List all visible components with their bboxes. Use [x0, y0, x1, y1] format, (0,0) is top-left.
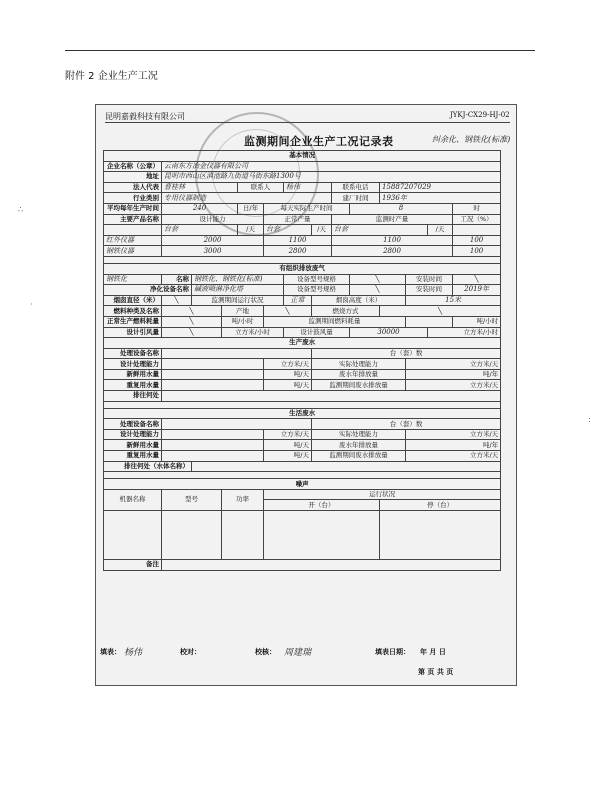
reviewer-label: 校核：	[255, 648, 276, 656]
phone-label: 联系电话	[332, 182, 380, 193]
induced-air-unit: 立方米/小时	[222, 327, 284, 338]
gas-name-label: 名称	[162, 274, 192, 285]
form-title: 监测期间企业生产工况记录表	[244, 135, 394, 148]
product-name[interactable]: 红外仪器	[104, 235, 162, 246]
fuel-label: 燃料种类及名称	[104, 306, 162, 317]
product-row	[104, 246, 501, 257]
annex-title: 附件 2 企业生产工况	[65, 71, 158, 82]
margin-mark: ·	[30, 300, 33, 309]
lw-actual-unit: 立方米/天	[406, 429, 501, 440]
run-status-label: 监测期间运行状况	[192, 295, 284, 306]
pw-monitor-unit: 立方米/天	[406, 380, 501, 391]
normal-output-label: 正常产量	[264, 214, 332, 225]
noise-run-label: 运行状况	[264, 489, 501, 500]
address-label: 地址	[104, 172, 162, 183]
noise-on-label: 开（台）	[264, 500, 380, 511]
legal-rep-label: 法人代表	[104, 182, 162, 193]
fill-date-label: 填表日期：	[375, 648, 410, 656]
fill-date-value: 年 月 日	[420, 648, 446, 656]
per-day-unit: /天	[428, 225, 453, 236]
lw-annual-label: 废水年排放量	[312, 440, 406, 451]
lw-equip-label: 处理设备名称	[104, 419, 162, 430]
monitor-fuel-label: 监测期间燃料耗量	[264, 316, 406, 327]
pw-fresh-label: 新鲜用水量	[104, 369, 162, 380]
page-number: 第 页 共 页	[418, 668, 454, 676]
days-per-year-label: 平均每年生产时间	[104, 203, 162, 214]
pw-reuse-label: 重复用水量	[104, 380, 162, 391]
purify-label: 净化设备名称	[104, 285, 192, 296]
per-day-unit: /天	[312, 225, 332, 236]
contact-label: 联系人	[238, 182, 284, 193]
form-code: JYKJ-CX29-HJ-02	[450, 111, 510, 119]
section-basic: 基本情况	[104, 151, 501, 162]
address-value[interactable]: 昆明市西山区滇池路九街道马街东路1300号	[162, 172, 501, 183]
pw-count-label: 台（套）数	[312, 348, 501, 359]
lw-fresh-unit: 吨/天	[264, 440, 312, 451]
purify-install-value[interactable]: 2019年	[453, 285, 501, 296]
origin-label: 产地	[222, 306, 264, 317]
induced-air-value[interactable]: ╲	[162, 327, 222, 338]
phone-value[interactable]: 15887207029	[380, 182, 501, 193]
fuel-value[interactable]: ╲	[162, 306, 222, 317]
normal-fuel-label: 正常生产燃料耗量	[104, 316, 162, 327]
pw-monitor-label: 监测期间废水排放量	[312, 380, 406, 391]
purify-model-label: 设备型号规格	[284, 285, 350, 296]
pw-design-label: 设计处理能力	[104, 359, 162, 370]
industry-value[interactable]: 专用仪器制造	[162, 193, 332, 204]
margin-mark: ∴	[18, 205, 24, 214]
lw-monitor-unit: 立方米/天	[406, 451, 501, 462]
lw-where-label: 排往何处（水体名称）	[104, 461, 192, 472]
header-divider	[105, 122, 510, 123]
noise-power-label: 功率	[222, 489, 264, 510]
built-time-value[interactable]: 1936年	[380, 193, 501, 204]
burn-value[interactable]: ╲	[380, 306, 501, 317]
top-divider	[65, 50, 535, 51]
run-status-value[interactable]: 正常	[284, 295, 312, 306]
hours-unit: 时	[453, 203, 501, 214]
pw-fresh-unit: 吨/天	[264, 369, 312, 380]
product-load[interactable]: 100	[453, 235, 501, 246]
production-condition-table	[103, 150, 501, 571]
company-name-label: 企业名称（公章）	[104, 161, 162, 172]
product-load[interactable]: 100	[453, 246, 501, 257]
filler-label: 填表：	[100, 648, 121, 656]
lw-design-unit: 立方米/天	[264, 429, 312, 440]
product-design[interactable]: 3000	[162, 246, 264, 257]
days-unit: 日/年	[238, 203, 264, 214]
gas-model-value[interactable]: ╲	[350, 274, 406, 285]
company-header: 昆明嘉毅科技有限公司	[105, 112, 185, 121]
pw-actual-label: 实际处理能力	[312, 359, 406, 370]
gas-name-value[interactable]: 钢铁化、钢铁化(标准)	[192, 274, 284, 285]
design-prefix: 台套	[162, 225, 238, 236]
burn-label: 燃烧方式	[312, 306, 380, 317]
product-name[interactable]: 钢铁仪器	[104, 246, 162, 257]
pw-annual-unit: 吨/年	[406, 369, 501, 380]
pw-design-unit: 立方米/天	[264, 359, 312, 370]
pw-where-label: 排往何处	[104, 391, 162, 402]
checker-label: 校对：	[180, 648, 201, 656]
noise-machine-label: 机器名称	[104, 489, 162, 510]
legal-rep-value[interactable]: 曹桂林	[162, 182, 238, 193]
gas-install-value[interactable]: ╲	[453, 274, 501, 285]
monitor-fuel-unit: 吨/小时	[453, 316, 501, 327]
load-label: 工况（%）	[453, 214, 501, 225]
filler-signature: 杨伟	[124, 648, 143, 658]
lw-reuse-unit: 吨/天	[264, 451, 312, 462]
section-noise: 噪声	[104, 479, 501, 490]
product-monitor[interactable]: 2800	[332, 246, 453, 257]
handwritten-title-note: 纠余化、钢铁化(标准)	[432, 135, 511, 144]
purify-model-value[interactable]: ╲	[350, 285, 406, 296]
hours-per-day-label: 每天实际生产时间	[264, 203, 350, 214]
normal-fuel-unit: 吨/小时	[222, 316, 264, 327]
products-label: 主要产品名称	[104, 214, 162, 225]
section-production-water: 生产废水	[104, 338, 501, 349]
lw-fresh-label: 新鲜用水量	[104, 440, 162, 451]
chimney-height-value[interactable]: 15米	[406, 295, 501, 306]
chimney-height-label: 烟囱高度（米）	[312, 295, 406, 306]
product-normal[interactable]: 1100	[264, 235, 332, 246]
chimney-dia-value[interactable]: ╲	[162, 295, 192, 306]
pw-annual-label: 废水年排放量	[312, 369, 406, 380]
chimney-dia-label: 烟囱直径（米）	[104, 295, 162, 306]
lw-actual-label: 实际处理能力	[312, 429, 406, 440]
design-capacity-label: 设计能力	[162, 214, 264, 225]
monitor-prefix: 台套	[332, 225, 428, 236]
induced-air-label: 设计引风量	[104, 327, 162, 338]
purify-install-label: 安装时间	[406, 285, 453, 296]
noise-model-label: 型号	[162, 489, 222, 510]
lw-monitor-label: 监测期间废水排放量	[312, 451, 406, 462]
normal-prefix: 台套	[264, 225, 312, 236]
product-design[interactable]: 2000	[162, 235, 264, 246]
gas-source-hw: 钢铁化	[104, 274, 162, 285]
lw-design-label: 设计处理能力	[104, 429, 162, 440]
pw-equip-label: 处理设备名称	[104, 348, 162, 359]
gas-install-label: 安装时间	[406, 274, 453, 285]
margin-mark: :	[588, 415, 591, 424]
lw-reuse-label: 重复用水量	[104, 451, 162, 462]
lw-count-label: 台（套）数	[312, 419, 501, 430]
built-time-label: 建厂时间	[332, 193, 380, 204]
days-per-year-value[interactable]: 240	[162, 203, 238, 214]
pw-actual-unit: 立方米/天	[406, 359, 501, 370]
noise-off-label: 停（台）	[380, 500, 501, 511]
section-gas: 有组织排放废气	[104, 263, 501, 274]
product-row	[104, 235, 501, 246]
remark-label: 备注	[104, 560, 162, 571]
product-normal[interactable]: 2800	[264, 246, 332, 257]
origin-value[interactable]: ╲	[264, 306, 312, 317]
per-day-unit: /天	[238, 225, 264, 236]
hours-per-day-value[interactable]: 8	[350, 203, 453, 214]
company-name-value[interactable]: 云南东方冶金仪器有限公司	[162, 161, 501, 172]
reviewer-signature: 周建瑞	[284, 648, 312, 658]
lw-annual-unit: 吨/年	[406, 440, 501, 451]
blow-air-unit: 立方米/小时	[428, 327, 501, 338]
blow-air-label: 设计鼓风量	[284, 327, 350, 338]
contact-value[interactable]: 杨伟	[284, 182, 332, 193]
normal-fuel-value[interactable]: ╲	[162, 316, 222, 327]
blow-air-value[interactable]: 30000	[350, 327, 428, 338]
section-domestic-water: 生活废水	[104, 408, 501, 419]
purify-value[interactable]: 碱液喷淋净化塔	[192, 285, 284, 296]
industry-label: 行业类别	[104, 193, 162, 204]
product-monitor[interactable]: 1100	[332, 235, 453, 246]
gas-model-label: 设备型号规格	[284, 274, 350, 285]
pw-reuse-unit: 吨/天	[264, 380, 312, 391]
monitor-output-label: 监测时产量	[332, 214, 453, 225]
